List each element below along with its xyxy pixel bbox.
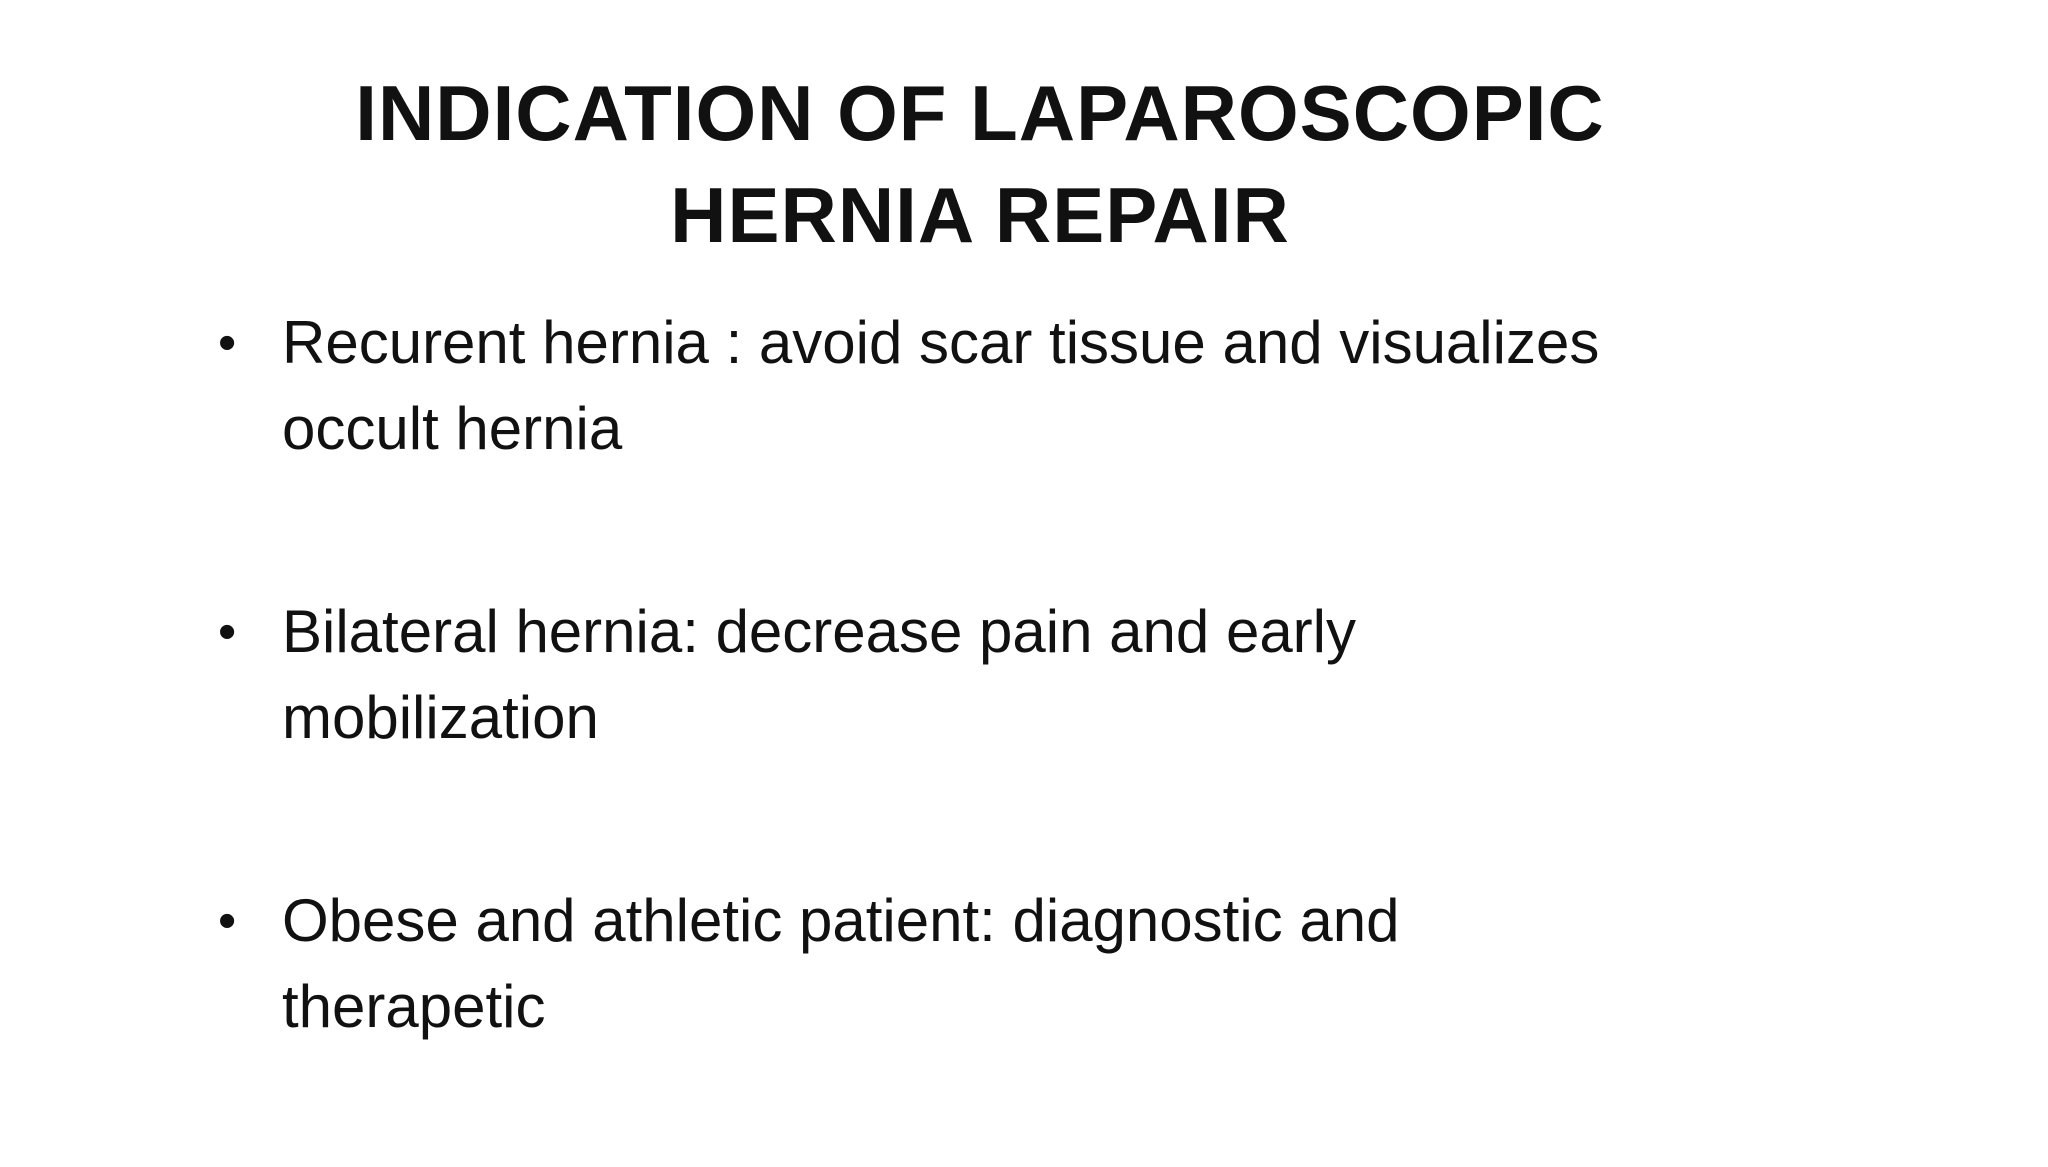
bullet-text: Recurent hernia : avoid scar tissue and visualizes occult hernia xyxy=(282,309,1600,462)
bullet-icon: • xyxy=(218,314,237,372)
bullet-item-bilateral-hernia xyxy=(212,589,1622,761)
bullet-list xyxy=(212,300,1712,1167)
bullet-text: Bilateral hernia: decrease pain and early mobilization xyxy=(282,598,1356,751)
bullet-item-obese-athletic-patient xyxy=(212,878,1622,1050)
title-line-1: INDICATION OF LAPAROSCOPIC xyxy=(355,69,1605,157)
bullet-icon: • xyxy=(218,603,237,661)
title-line-2: HERNIA REPAIR xyxy=(670,171,1290,259)
slide-title xyxy=(300,62,1660,266)
bullet-text: Obese and athletic patient: diagnostic and therapetic xyxy=(282,887,1400,1040)
bullet-item-recurrent-hernia xyxy=(212,300,1622,472)
bullet-icon: • xyxy=(218,892,237,950)
